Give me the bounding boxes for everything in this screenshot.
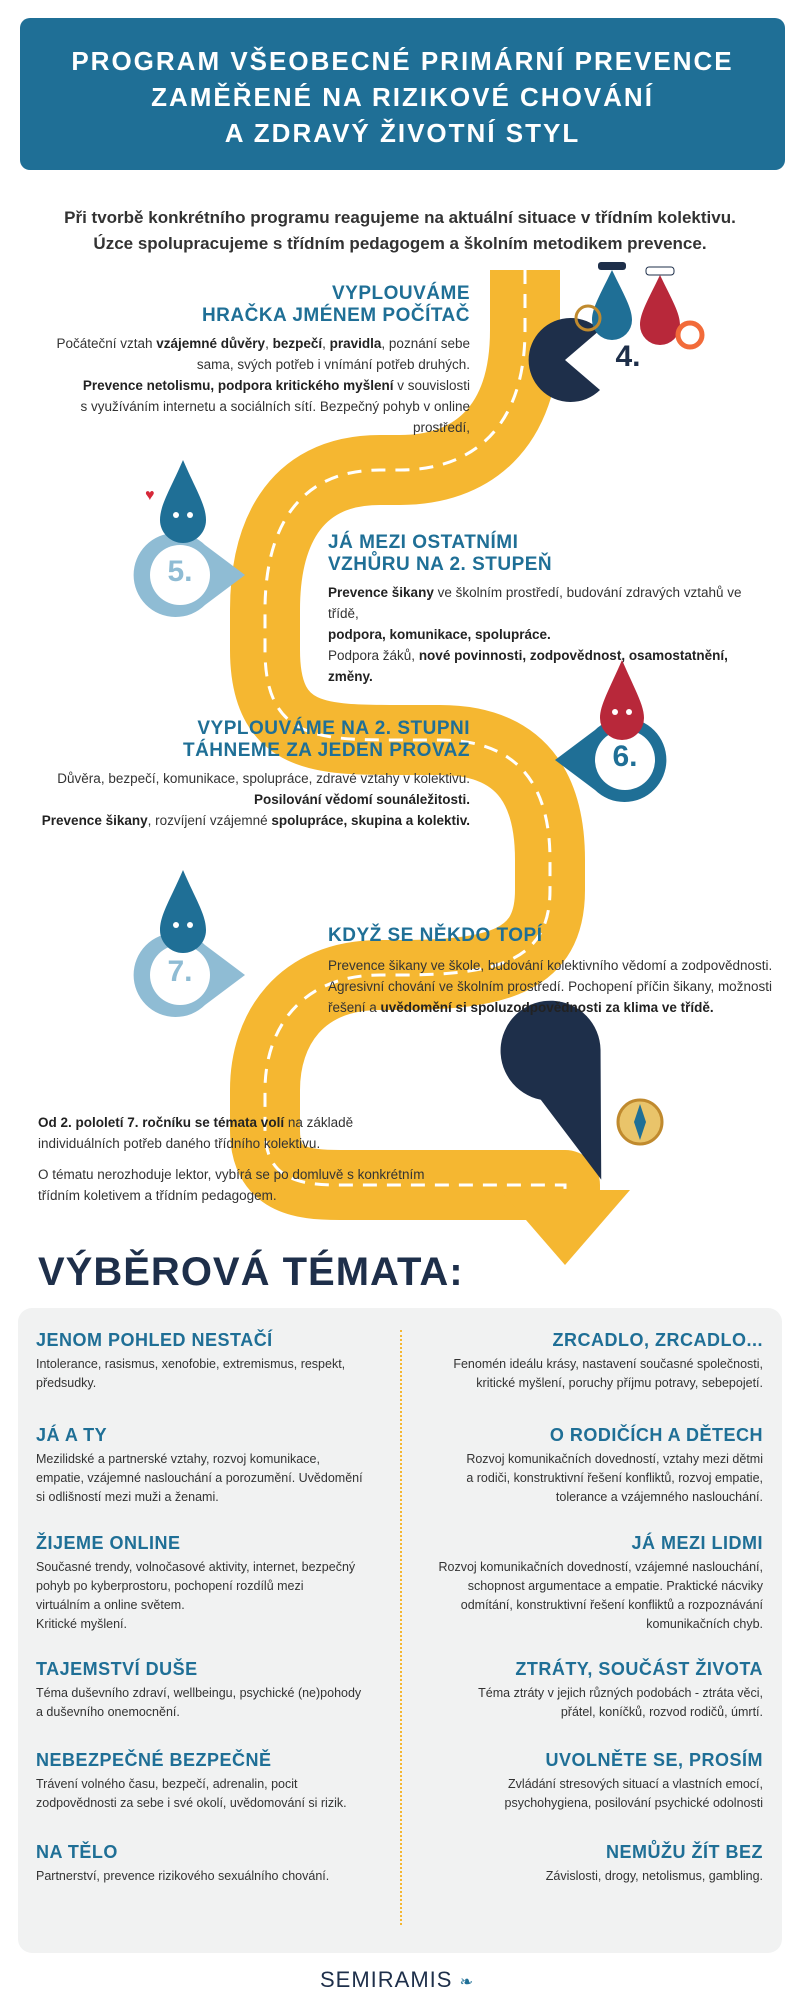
topic-description-line: Téma duševního zdraví, wellbeingu, psychické (ne)pohody: [36, 1686, 362, 1700]
topic-description: [36, 1684, 379, 1722]
stage-6-title-1: VYPLOUVÁME NA 2. STUPNI: [197, 718, 470, 739]
topic-description-line: schopnost argumentace a empatie. Praktické nácviky: [467, 1579, 763, 1593]
topic-description-line: Mezilidské a partnerské vztahy, rozvoj komunikace,: [36, 1452, 320, 1466]
banner-line-3: A ZDRAVÝ ŽIVOTNÍ STYL: [224, 118, 581, 148]
topic-left-6: [36, 1842, 379, 1886]
topic-description-line: Závislosti, drogy, netolismus, gambling.: [545, 1869, 763, 1883]
logo-leaf-icon: ❧: [459, 1974, 474, 1991]
svg-text:♥: ♥: [145, 487, 155, 504]
topic-title: UVOLNĚTE SE, PROSÍM: [545, 1750, 763, 1770]
topic-description-line: přátel, koníčků, rozvod rodičů, úmrtí.: [560, 1705, 763, 1719]
intro-line-2: Úzce spolupracujeme s třídním pedagogem a školním metodikem prevence.: [93, 234, 707, 253]
topic-description: [420, 1867, 763, 1886]
stage-5-title-2: VZHŮRU NA 2. STUPEŇ: [328, 554, 553, 575]
topic-description: [420, 1558, 763, 1634]
stage-5-section: [328, 532, 768, 687]
stage-6-section: [30, 718, 470, 831]
topic-title: NA TĚLO: [36, 1842, 118, 1862]
topic-description-line: psychohygiena, posilování psychické odolnosti: [504, 1796, 763, 1810]
topic-description-line: kritické myšlení, poruchy příjmu potravy, sebepojetí.: [476, 1376, 763, 1390]
topic-description-line: odmítání, konstruktivní řešení konfliktů a rozpoznávání: [460, 1598, 763, 1612]
topic-title: NEMŮŽU ŽÍT BEZ: [606, 1842, 763, 1862]
topic-description-line: Současné trendy, volnočasové aktivity, internet, bezpečný: [36, 1560, 356, 1574]
topic-title: ŽIJEME ONLINE: [36, 1533, 181, 1553]
topic-description: [36, 1355, 379, 1393]
topic-description-line: Partnerství, prevence rizikového sexuálního chování.: [36, 1869, 330, 1883]
topic-description: [420, 1450, 763, 1507]
topic-description-line: Trávení volného času, bezpečí, adrenalin, pocit: [36, 1777, 298, 1791]
topic-description-line: Kritické myšlení.: [36, 1617, 127, 1631]
topic-description-line: předsudky.: [36, 1376, 97, 1390]
topic-right-5: [420, 1750, 763, 1813]
topic-description: [36, 1775, 379, 1813]
stage-4-title-2: HRAČKA JMÉNEM POČÍTAČ: [201, 305, 470, 326]
stage-5-text: Prevence šikany ve školním prostředí, budování zdravých vztahů ve třídě, podpora, komunikace, spolupráce. Podpora žáků, nové povinnosti, zodpovědnost, osamostatnění, změny.: [328, 585, 742, 684]
stage-7-section: [328, 925, 773, 1018]
topics-heading: VÝBĚROVÁ TÉMATA:: [38, 1250, 464, 1294]
topic-title: JENOM POHLED NESTAČÍ: [36, 1330, 273, 1350]
topic-description-line: empatie, vzájemné naslouchání a porozumění. Uvědomění: [36, 1471, 363, 1485]
topic-left-3: [36, 1533, 379, 1634]
topic-description-line: pohyb po kyberprostoru, pochopení rozdílů mezi: [36, 1579, 304, 1593]
topic-left-1: [36, 1330, 379, 1393]
topic-description-line: komunikačních chyb.: [646, 1617, 763, 1631]
logo-text: SEMIRAMIS: [320, 1967, 453, 1992]
topic-title: ZRCADLO, ZRCADLO...: [552, 1330, 763, 1350]
topic-description-line: Rozvoj komunikačních dovedností, vztahy mezi dětmi: [466, 1452, 763, 1466]
topic-description-line: zodpovědnosti za sebe i své okolí, uvědomování si rizik.: [36, 1796, 347, 1810]
banner-line-2: ZAMĚŘENÉ NA RIZIKOVÉ CHOVÁNÍ: [151, 82, 654, 112]
stage-5-title-1: JÁ MEZI OSTATNÍMI: [328, 532, 519, 553]
drop-mascot-blue-5: [145, 460, 206, 543]
elective-note: Od 2. pololetí 7. ročníku se témata volí na základě individuálních potřeb daného třídního kolektivu. O tématu nerozhoduje lektor, vybírá se po domluvě s konkrétním třídním koletivem a třídním pedagogem.: [38, 1115, 425, 1203]
stage-6-text: Důvěra, bezpečí, komunikace, spolupráce, zdravé vztahy v kolektivu. Posilování vědomí sounáležitosti. Prevence šikany, rozvíjení vzájemné spolupráce, skupina a kolektiv.: [41, 771, 470, 828]
stage-4-title-1: VYPLOUVÁME: [331, 283, 470, 304]
topic-description: [420, 1684, 763, 1722]
topics-divider: [400, 1330, 402, 1925]
banner-line-1: PROGRAM VŠEOBECNÉ PRIMÁRNÍ PREVENCE: [71, 46, 734, 76]
stage-7-title-1: KDYŽ SE NĚKDO TOPÍ: [328, 925, 543, 946]
stage-number-6: 6.: [612, 740, 638, 773]
topic-description-line: virtuálním a online světem.: [36, 1598, 185, 1612]
topic-left-4: [36, 1659, 379, 1722]
topic-title: JÁ MEZI LIDMI: [631, 1533, 763, 1553]
topic-description-line: Rozvoj komunikačních dovedností, vzájemné naslouchání,: [438, 1560, 763, 1574]
stage-6-title-2: TÁHNEME ZA JEDEN PROVAZ: [182, 740, 470, 761]
topic-right-1: [420, 1330, 763, 1393]
topic-description-line: Intolerance, rasismus, xenofobie, extremismus, respekt,: [36, 1357, 346, 1371]
topic-description: [36, 1450, 379, 1507]
stage-number-5: 5.: [167, 555, 193, 588]
topic-description-line: Téma ztráty v jejich různých podobách - ztráta věci,: [478, 1686, 763, 1700]
semiramis-logo: [320, 1967, 474, 1993]
topic-right-3: [420, 1533, 763, 1634]
topic-title: ZTRÁTY, SOUČÁST ŽIVOTA: [515, 1659, 763, 1679]
topic-right-6: [420, 1842, 763, 1886]
drop-mascot-blue-7: [160, 870, 206, 953]
stage-4-text: Počáteční vztah vzájemné důvěry, bezpečí, pravidla, poznání sebe sama, svých potřeb i vnímání potřeb druhých. Prevence netolismu, podpora kritického myšlení v souvislosti s využíváním internetu a sociálních sítí. Bezpečný pohyb v online prostředí,: [56, 336, 470, 435]
topic-left-2: [36, 1425, 379, 1507]
stage-number-4: 4.: [615, 340, 641, 373]
topic-description: [36, 1867, 379, 1886]
topic-description-line: a duševního onemocnění.: [36, 1705, 180, 1719]
topic-title: JÁ A TY: [36, 1425, 108, 1445]
topic-description-line: Zvládání stresových situací a vlastních emocí,: [508, 1777, 763, 1791]
topic-description-line: tolerance a vzájemného naslouchání.: [555, 1490, 763, 1504]
topic-description: [420, 1355, 763, 1393]
stage-7-text: Prevence šikany ve škole, budování kolektivního vědomí a zodpovědnosti. Agresivní chování ve školním prostředí. Pochopení příčin šikany, možnosti řešení a uvědomění si spoluzodpovědnosti za klima ve třídě.: [328, 958, 773, 1015]
topic-left-5: [36, 1750, 379, 1813]
topic-description-line: Fenomén ideálu krásy, nastavení současné společnosti,: [453, 1357, 763, 1371]
topic-right-2: [420, 1425, 763, 1507]
stage-number-7: 7.: [167, 955, 193, 988]
topic-title: TAJEMSTVÍ DUŠE: [36, 1659, 198, 1679]
topic-description: [420, 1775, 763, 1813]
road-arrowhead: [500, 1190, 630, 1265]
topic-right-4: [420, 1659, 763, 1722]
stage-4-section: [40, 283, 470, 438]
topic-description-line: a rodiči, konstruktivní řešení konfliktů, rozvoj empatie,: [466, 1471, 763, 1485]
topic-description: [36, 1558, 379, 1634]
intro-line-1: Při tvorbě konkrétního programu reagujeme na aktuální situace v třídním kolektivu.: [64, 208, 736, 227]
topic-description-line: si odlišností mezi muži a ženami.: [36, 1490, 219, 1504]
topic-title: NEBEZPEČNÉ BEZPEČNĚ: [36, 1750, 272, 1770]
topic-title: O RODIČÍCH A DĚTECH: [549, 1425, 763, 1445]
